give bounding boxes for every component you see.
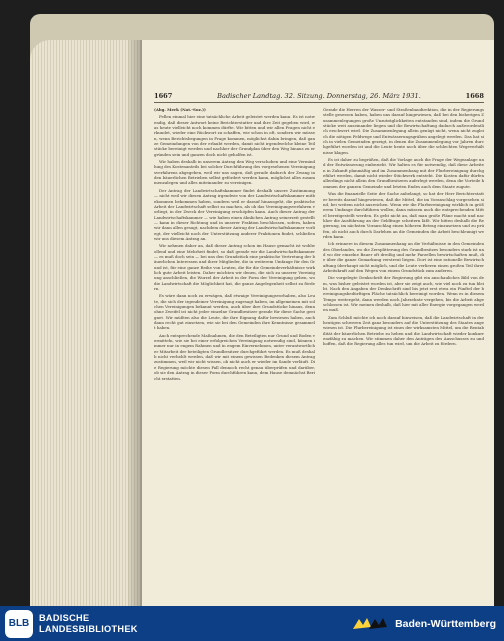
bw-wordmark: Baden-Württemberg <box>395 617 496 630</box>
paragraph-text: Zum Schluß möchte ich noch darauf hinweisen, daß die Landwirtschaft in der heutigen schweren Zeit ganz besonders auf die Unterstützung des Staates angewiesen ist. Die Flurbereinigung ist eines der wirksamsten Mittel, um die Rentabilität der bäuerlichen Betriebe zu heben und die Landwirtschaft wieder konkurrenzfähig zu machen. Wir stimmen daher den Anträgen des Ausschusses zu und hoffen, daß die Regierung alles tun wird, um die Arbeit zu fördern. <box>323 314 484 347</box>
paragraph-text: Auch entsprechende Maßnahmen, die den Beteiligten nur Grund und Boden vermitteln, wie sie bei einer erfolgreichen Vereinigung notwendig sind, können immer nur in engem Rahmen und in engem Einvernehmen, unter verantwortlicher Mitarbeit der beteiligten Grundbesitzer durchgeführt werden. Es muß deshalb nicht verhehlt werden, daß wir mit einem gewissen Bedenken diesem Antrag zustimmen, weil wir nicht wissen, ob nicht auch er wieder im Sande verläuft. Die Regierung möchte diesen Fall dennoch recht genau überprüfen und darüber, ob sie den Antrag in dieser Form durchführen kann, dem Hause demnächst Bericht erstatten. <box>154 332 315 381</box>
paragraph-text: Es ist daher zu begrüßen, daß die Vorlage auch die Frage der Wegeanlage und der Entwässerung einbezieht. Wir halten es für notwendig, daß diese Arbeiten in Zukunft planmäßig und im Zusammenhang mit der Flurbereinigung durchgeführt werden, damit nicht wieder Stückwerk entsteht. Die Kosten dafür dürfen allerdings nicht allein den Grundbesitzern auferlegt werden, denn die Vorteile kommen der ganzen Gemeinde und letzten Endes auch dem Staate zugute. <box>323 157 484 189</box>
blb-logo-icon: BLB <box>5 610 33 638</box>
paragraph-text: Fellen einmal hier eine tatsächliche Arbeit geleistet werden kann. Es ist notwendig, daß dieser Antwort keine Berichterstatter und ihre Zeit gegeben wird, was heute vielleicht noch kommen dürfte. Wir bitten und wir allen Fragen nicht erkundet, wieder eine Rückwort zu schaffen, wie schon in oft, sondern wir müssen, wenn Berichtsbegungen in Frage kommen, möglichst dahin bringen, daß ganze Gemeindungen von der erlaubt werden, damit nicht irgendwelche kleine Teilstücke bereinigt werden und nachher der Grundplan über den Weg hinaus zu ergründen sein und ganzen doch nicht geholfen ist. <box>154 114 315 157</box>
paragraph <box>154 243 315 291</box>
blb-line1: BADISCHE <box>39 612 90 623</box>
bw-lions-icon <box>349 613 389 635</box>
spine-shadow <box>128 40 142 606</box>
running-head <box>154 92 484 103</box>
left-column <box>154 107 315 575</box>
blb-brand[interactable] <box>0 610 138 638</box>
paragraph-text: Die vorgelegte Denkschrift der Regierung gibt ein anschauliches Bild von dem, was bisher geleistet worden ist, aber sie zeigt auch, wie viel noch zu tun bleibt. Nach den Angaben der Denkschrift sind bis jetzt erst etwa ein Fünftel der bereinigungsbedürftigen Fläche tatsächlich bereinigt worden. Wenn es in diesem Tempo weitergeht, dann werden noch Jahrzehnte vergehen, bis die Arbeit abgeschlossen ist. Wir meinen deshalb, daß hier mit aller Energie vorgegangen werden muß. <box>323 275 484 313</box>
paragraph <box>154 159 315 186</box>
paragraph-text: Was die finanzielle Seite der Sache anbelangt, so hat der Herr Berichterstatter bereits darauf hingewiesen, daß die Mittel, die im Voranschlag vorgesehen sind, bei weitem nicht ausreichen. Wenn wir die Flurbereinigung wirklich in größerem Umfange durchführen wollen, dann müssen auch die entsprechenden Mittel bereitgestellt werden. Es geht nicht an, daß man große Pläne macht und nachher die Ausführung an der Geldfrage scheitern läßt. Wir bitten deshalb die Regierung, im nächsten Voranschlag einen höheren Betrag einzusetzen und zu prüfen, ob nicht auch durch Darlehen an die Gemeinden die Arbeit beschleunigt werden kann. <box>323 191 484 239</box>
speaker-label: (Abg. Merk (Nat.-Soz.)) <box>154 107 206 112</box>
paragraph-text: Der Antrag der Landwirtschaftskammer findet deshalb unsere Zustimmung — nicht weil wir diesen Antrag irgendwie von der Landwirtschaftskammer mitbekommen bekommen haben, sondern weil er darauf hinausgeht, die praktische Arbeit der Landwirtschaft selbst zu machen, als ob das Vereinigungsverfahren vorliegt, in der Zweck der Vereinigung erschöpfen kann. Auch dieser Antrag der Landwirtschaftskammer — wie haben einen ähnlichen Antrag seinerzeit gestellt — kann in dieser Richtung und in unserer Fraktion beschlossen, sofern, haben wir dann allen gesagt, nachdem dieser Antrag der Landwirtschaftskammer vorliegt, der vielleicht noch der Unterstützung anderer Fraktionen findet, schließen wir uns diesem Antrag an. <box>154 187 315 241</box>
bw-brand[interactable] <box>349 613 496 635</box>
paragraph <box>323 241 484 273</box>
paragraph <box>154 107 315 112</box>
text-columns <box>154 107 484 575</box>
paragraph <box>154 333 315 381</box>
running-title: Badischer Landtag. 32. Sitzung. Donnerstag, 26. März 1931. <box>217 92 421 100</box>
blb-wordmark <box>39 613 138 635</box>
paragraph <box>154 293 315 330</box>
footer-bar <box>0 606 504 641</box>
paragraph-text: Gerade die Herren der Wasser- und Straßenbaudirektion, die in der Regierungsstelle gesessen haben, haben uns darauf hingewiesen, daß bei den bisherigen Zusammenlegungen große Unzuträglichkeiten entstanden sind, indem die Grundstücke weit auseinander liegen und die Bewirtschaftung dadurch außerordentlich erschwert wird. Die Zusammenlegung allein genügt nicht, wenn nicht zugleich die nötigen Feldwege und Entwässerungsgräben angelegt werden. Das hat sich in vielen Gemeinden gezeigt, in denen die Zusammenlegung vor Jahren durchgeführt worden ist und die Leute heute noch über die schlechten Wegeverhältnisse klagen. <box>323 107 484 155</box>
paragraph <box>323 275 484 312</box>
right-column <box>323 107 484 575</box>
document-page <box>142 40 494 606</box>
paragraph <box>323 315 484 347</box>
paragraph <box>154 188 315 241</box>
blb-line2: LANDESBIBLIOTHEK <box>39 623 138 634</box>
page-edges <box>30 40 140 606</box>
paragraph-text: Wir haben deshalb in unserem Antrag den Weg verschoben und eine Vermindlung des Kostenanteils bei solcher Durchführung des vorgesehenen Vereinigungsverfahrens abgegeben, weil wir uns sagen, daß gerade dadurch der Zwang in den bäuerlichen Betrieben selbst gefördert werden kann, möglichst alles zusammenzulegen und alles miteinander zu vereinigen. <box>154 159 315 186</box>
paragraph <box>323 107 484 155</box>
paragraph-text: Ich erinnere in diesem Zusammenhang an die Verhältnisse in den Gemeinden des Oberlandes, wo die Zersplitterung des Grundbesitzes besonders stark ist und wo der einzelne Bauer oft dreißig und mehr Parzellen bewirtschaften muß, die über die ganze Gemarkung verstreut liegen. Dort ist eine rationelle Bewirtschaftung überhaupt nicht möglich, und die Leute verlieren einen großen Teil ihrer Arbeitskraft auf den Wegen von einem Grundstück zum anderen. <box>323 241 484 273</box>
paragraph <box>154 114 315 157</box>
page-number-left: 1667 <box>154 92 173 100</box>
paragraph <box>323 157 484 189</box>
paragraph-text: Es wäre dann noch zu erwägen, daß etwaige Vereinigungsvorhaben, also Leute, die sich der irgendeiner Vereinigung zugesagt haben, im allgemeinen mit solchen Vereinigungen bekannt werden, auch über ihre Grundstücke hinaus, denn ohne Zweifel ist nicht jeder einzelne Grundbesitzer gerade für diese Sache geeignet. Wir müßten also die Leute, die ihre Eignung dafür bewiesen haben, auch dann recht gut einsetzen, wie sie bei den Gemeinden ihre Kenntnisse gesammelt haben. <box>154 293 315 331</box>
page-number-right: 1668 <box>465 92 484 100</box>
paragraph <box>323 191 484 239</box>
paragraph-text: Wir nehmen daher an, daß dieser Antrag schon im Hause gemacht ist wohlwollend und eine Mehrheit findet, so daß gerade wir die Landwirtschaftskammer — es muß doch sein — bei uns den Grundstück eine praktische Vertretung der bäuerlichen Interessen und ihrer Mitglieder, die in weiterem Umfange für den Grund ist, für eine ganze Reihe von Leuten, die für die Gemeindeverhältnisse wirklich gute Arbeit leisten. Daher möchten wir denen, die sich zu unserer Vereinigung anschließen, die Wurzel der Arbeit in der Form der Vereinigung geben, wo die Landwirtschaft die Möglichkeit hat, die ganze Angelegenheit selbst zu fördern. <box>154 243 315 291</box>
